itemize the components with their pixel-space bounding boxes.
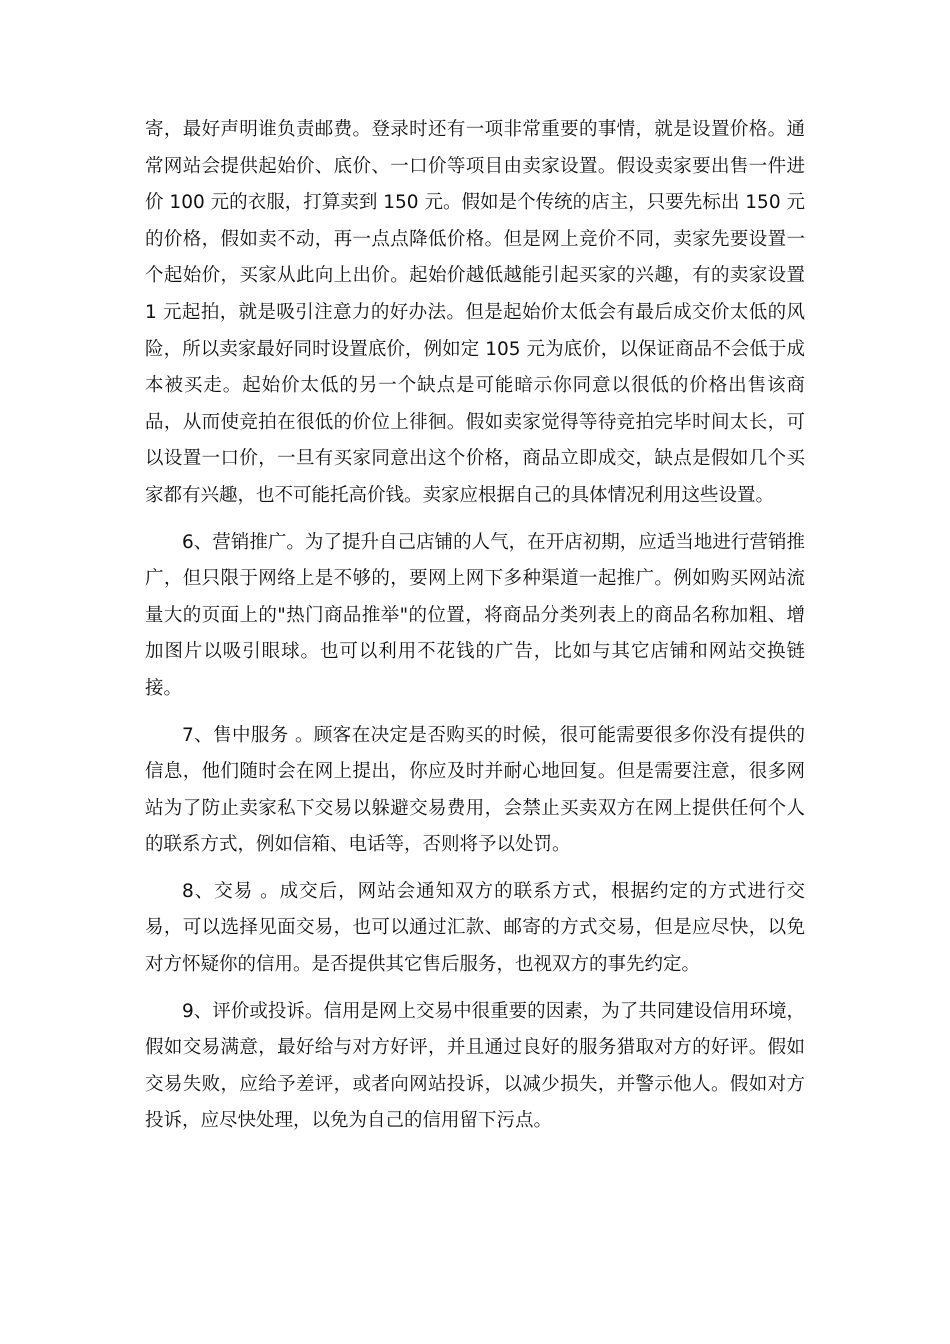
paragraph-rating-complaint: 9、评价或投诉。信用是网上交易中很重要的因素，为了共同建设信用环境，假如交易满意，最好给与对方好评，并且通过良好的服务猎取对方的好评。假如交易失败，应给予差评，或者向网站投诉，以减少损失，并警示他人。假如对方投诉，应尽快处理，以免为自己的信用留下污点。 <box>145 1000 805 1132</box>
paragraph-in-sale-service: 7、售中服务 。顾客在决定是否购买的时候，很可能需要很多你没有提供的信息，他们随时会在网上提出，你应及时并耐心地回复。但是需要注意，很多网站为了防止卖家私下交易以躲避交易费用，会禁止买卖双方在网上提供任何个人的联系方式，例如信箱、电话等，否则将予以处罚。 <box>145 724 805 856</box>
paragraph-transaction: 8、交易 。成交后，网站会通知双方的联系方式，根据约定的方式进行交易，可以选择见面交易，也可以通过汇款、邮寄的方式交易，但是应尽快，以免对方怀疑你的信用。是否提供其它售后服务，也视双方的事先约定。 <box>145 880 805 976</box>
paragraph-pricing-continued: 寄，最好声明谁负责邮费。登录时还有一项非常重要的事情，就是设置价格。通常网站会提供起始价、底价、一口价等项目由卖家设置。假设卖家要出售一件进价 100 元的衣服，打算卖到 150 元。假如是个传统的店主，只要先标出 150 元的价格，假如卖不动，再一点点降低价格。但是网上竞价不同，卖家先要设置一个起始价，买家从此向上出价。起始价越低越能引起买家的兴趣，有的卖家设置 1 元起拍，就是吸引注意力的好办法。但是起始价太低会有最后成交价太低的风险，所以卖家最好同时设置底价，例如定 105 元为底价，以保证商品不会低于成本被买走。起始价太低的另一个缺点是可能暗示你同意以很低的价格出售该商品，从而使竞拍在很低的价位上徘徊。假如卖家觉得等待竞拍完毕时间太长，可以设置一口价，一旦有买家同意出这个价格，商品立即成交，缺点是假如几个买家都有兴趣，也不可能托高价钱。卖家应根据自己的具体情况利用这些设置。 <box>145 119 805 506</box>
paragraph-marketing-promotion: 6、营销推广。为了提升自己店铺的人气，在开店初期，应适当地进行营销推广，但只限于网络上是不够的，要网上网下多种渠道一起推广。例如购买网站流量大的页面上的"热门商品推举"的位置，将商品分类列表上的商品名称加粗、增加图片以吸引眼球。也可以利用不花钱的广告，比如与其它店铺和网站交换链接。 <box>145 531 805 699</box>
document-body <box>145 112 805 1150</box>
